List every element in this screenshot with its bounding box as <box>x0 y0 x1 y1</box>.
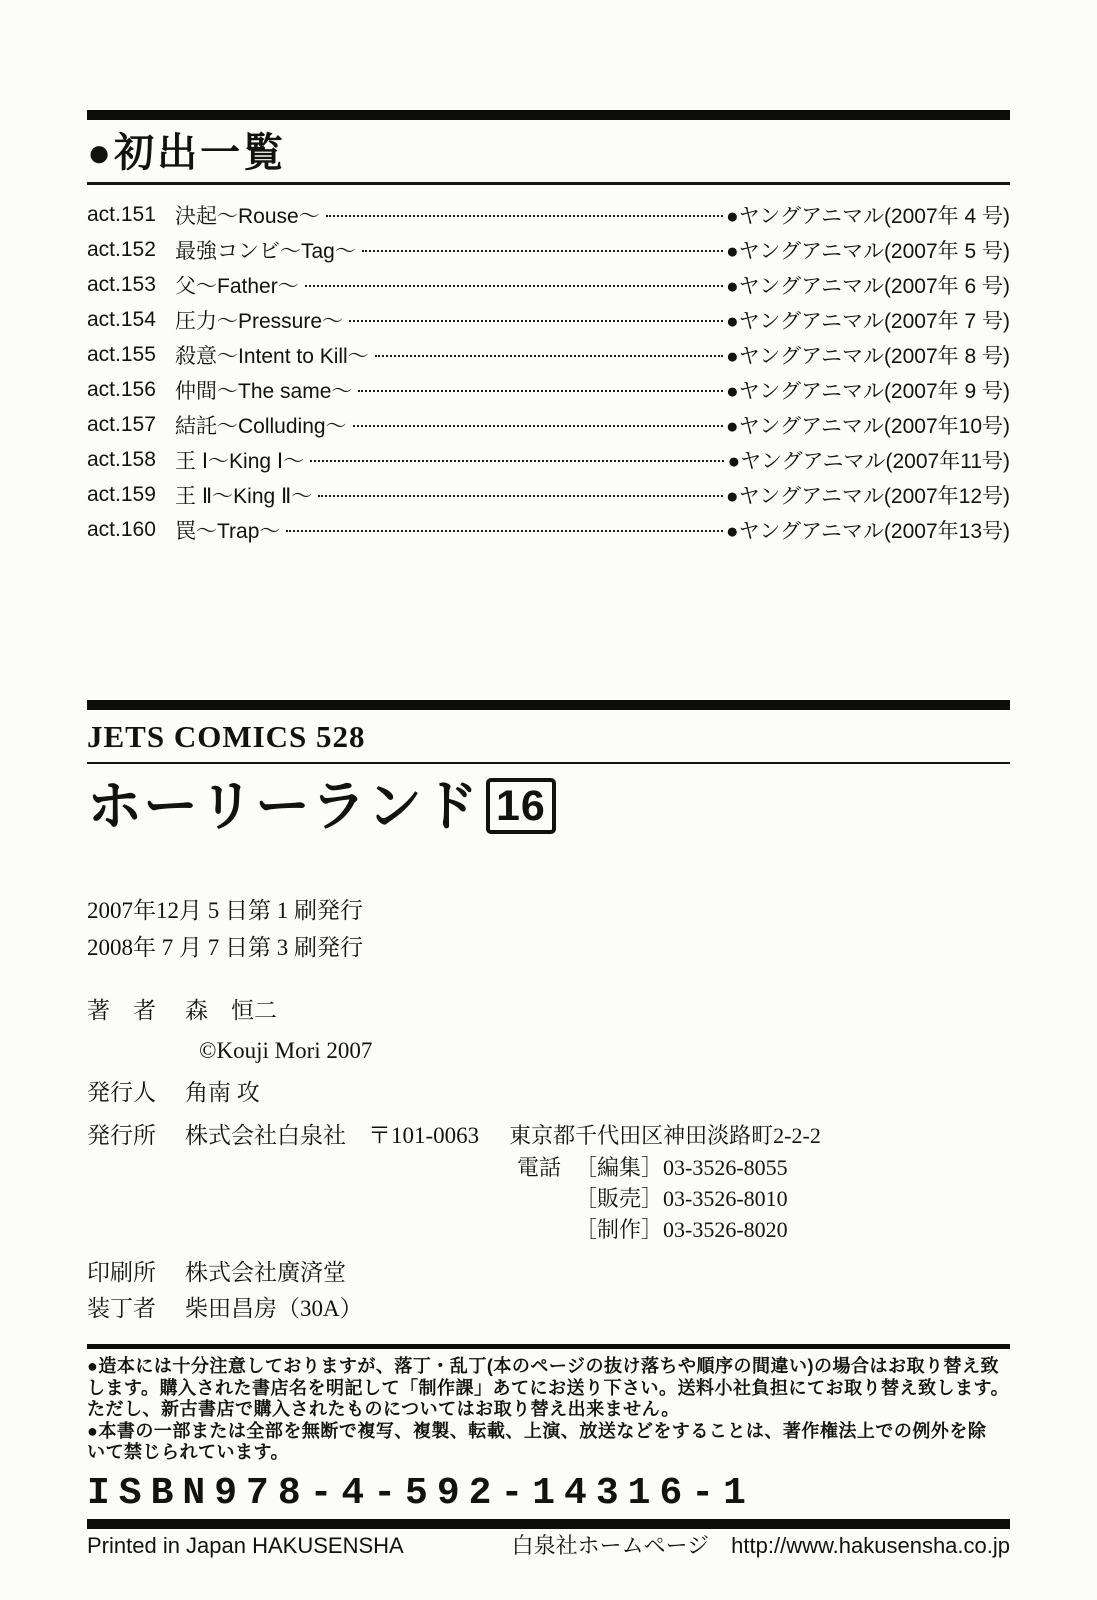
toc-row <box>87 302 1010 337</box>
series-divider-bar <box>87 700 1010 710</box>
series-label: JETS COMICS 528 <box>87 719 366 754</box>
publisher-row <box>87 1121 1010 1151</box>
copyright-text: ©Kouji Mori 2007 <box>199 1038 373 1063</box>
phone-row-sales <box>87 1184 1010 1213</box>
publisher-person-label: 発行人 <box>87 1080 156 1105</box>
author-label: 著 者 <box>87 998 156 1023</box>
printer-label: 印刷所 <box>87 1260 156 1285</box>
phone-row-editorial <box>87 1153 1010 1182</box>
dotted-leader <box>353 425 723 427</box>
first-publication-heading: ●初出一覧 <box>87 131 287 175</box>
magazine-issue: ●ヤングアニマル(2007年12号) <box>725 484 1010 508</box>
credits-block <box>87 996 1010 1324</box>
phone-dept: ［編集］ <box>575 1155 664 1180</box>
magazine-issue: ●ヤングアニマル(2007年 5 号) <box>725 239 1010 263</box>
toc-row <box>87 477 1010 512</box>
phone-row-production <box>87 1215 1010 1244</box>
phone-dept: ［販売］ <box>575 1186 664 1211</box>
top-divider-bar <box>87 110 1010 120</box>
page-footer <box>87 1533 1010 1559</box>
act-number: act.154 <box>87 307 156 331</box>
isbn-divider-bar <box>87 1519 1010 1529</box>
chapter-title: 決起～Rouse～ <box>175 204 320 228</box>
publisher-label: 発行所 <box>87 1123 156 1148</box>
book-title-text: ホーリーランド <box>87 775 480 837</box>
heading-rule <box>87 182 1010 185</box>
toc-row <box>87 337 1010 372</box>
act-number: act.160 <box>87 517 156 541</box>
notice-line: いて禁じられています。 <box>87 1442 290 1462</box>
magazine-issue: ●ヤングアニマル(2007年13号) <box>725 519 1010 543</box>
designer-row <box>87 1294 1010 1324</box>
chapter-title: 最強コンビ～Tag～ <box>175 239 356 263</box>
chapter-title: 圧力～Pressure～ <box>175 309 344 333</box>
dotted-leader <box>349 320 723 322</box>
author-row <box>87 996 1010 1026</box>
phone-label <box>517 1215 575 1244</box>
volume-badge: 16 <box>486 778 556 834</box>
notice-line: ●造本には十分注意しておりますが、落丁・乱丁(本のページの抜け落ちや順序の間違い)の場合はお取り替え致 <box>87 1356 999 1376</box>
act-number: act.157 <box>87 412 156 436</box>
toc-row <box>87 442 1010 477</box>
publisher-address: 東京都千代田区神田淡路町2-2-2 <box>509 1123 821 1148</box>
publisher-person-name: 角南 攻 <box>185 1080 260 1105</box>
phone-number: 03-3526-8055 <box>663 1155 788 1180</box>
toc-row <box>87 372 1010 407</box>
dotted-leader <box>358 390 723 392</box>
notice-line: します。購入された書店名を明記して「制作課」あてにお送り下さい。送料小社負担にてお取り替え致します。 <box>87 1377 1010 1398</box>
printed-in-japan-text: Printed in Japan HAKUSENSHA <box>87 1532 404 1558</box>
dotted-leader <box>375 355 723 357</box>
publisher-homepage <box>512 1533 1010 1559</box>
act-number: act.153 <box>87 272 156 296</box>
designer-name: 柴田昌房（30A） <box>185 1296 363 1321</box>
book-title <box>87 774 1010 838</box>
homepage-url: http://www.hakusensha.co.jp <box>731 1532 1010 1558</box>
magazine-issue: ●ヤングアニマル(2007年 6 号) <box>725 274 1010 298</box>
legal-notice <box>87 1356 1010 1464</box>
chapter-title: 結託～Colluding～ <box>175 414 347 438</box>
notice-line: ただし、新古書店で購入されたものについてはお取り替え出来ません。 <box>87 1399 680 1419</box>
chapter-title: 仲間～The same～ <box>175 379 353 403</box>
homepage-label: 白泉社ホームページ <box>511 1532 710 1558</box>
publisher-name: 株式会社白泉社 <box>185 1123 346 1148</box>
publisher-person-row <box>87 1078 1010 1108</box>
author-name: 森 恒二 <box>185 998 277 1023</box>
act-number: act.151 <box>87 202 156 226</box>
phone-dept: ［制作］ <box>575 1217 664 1242</box>
toc-row <box>87 232 1010 267</box>
phone-number: 03-3526-8010 <box>663 1186 788 1211</box>
chapter-title: 王 Ⅱ～King Ⅱ～ <box>175 484 313 508</box>
toc-row <box>87 267 1010 302</box>
series-rule <box>87 762 1010 764</box>
toc-row <box>87 197 1010 232</box>
magazine-issue: ●ヤングアニマル(2007年 7 号) <box>725 309 1010 333</box>
postal-code: 〒101-0063 <box>368 1123 480 1148</box>
act-number: act.152 <box>87 237 156 261</box>
chapter-title: 父～Father～ <box>175 274 299 298</box>
copyright-row <box>87 1036 1010 1066</box>
printer-row <box>87 1258 1010 1288</box>
magazine-issue: ●ヤングアニマル(2007年 9 号) <box>725 379 1010 403</box>
toc-row <box>87 512 1010 547</box>
printer-name: 株式会社廣済堂 <box>185 1260 346 1285</box>
act-number: act.156 <box>87 377 156 401</box>
dotted-leader <box>305 285 723 287</box>
dotted-leader <box>286 530 723 532</box>
magazine-issue: ●ヤングアニマル(2007年 4 号) <box>725 204 1010 228</box>
notice-top-rule <box>87 1344 1010 1349</box>
chapter-title: 王 Ⅰ～King Ⅰ～ <box>175 449 305 473</box>
phone-label <box>517 1184 575 1213</box>
dotted-leader <box>310 460 724 462</box>
toc-row <box>87 407 1010 442</box>
first-printing-date: 2007年12月 5 日第 1 刷発行 <box>87 898 363 923</box>
magazine-issue: ●ヤングアニマル(2007年11号) <box>727 449 1010 473</box>
third-printing-date: 2008年 7 月 7 日第 3 刷発行 <box>87 935 363 960</box>
first-publication-list <box>87 197 1010 547</box>
act-number: act.155 <box>87 342 156 366</box>
notice-line: ●本書の一部または全部を無断で複写、複製、転載、上演、放送などをすることは、著作権法上での例外を除 <box>87 1420 987 1441</box>
dotted-leader <box>326 215 723 217</box>
isbn-number: ISBN978-4-592-14316-1 <box>87 1471 755 1515</box>
phone-number: 03-3526-8020 <box>663 1217 788 1242</box>
chapter-title: 罠～Trap～ <box>175 519 281 543</box>
dotted-leader <box>362 250 723 252</box>
chapter-title: 殺意～Intent to Kill～ <box>175 344 369 368</box>
designer-label: 装丁者 <box>87 1296 156 1321</box>
magazine-issue: ●ヤングアニマル(2007年10号) <box>725 414 1010 438</box>
act-number: act.159 <box>87 482 156 506</box>
printing-dates <box>87 892 1010 966</box>
dotted-leader <box>318 495 723 497</box>
act-number: act.158 <box>87 447 156 471</box>
phone-label: 電話 <box>517 1155 562 1180</box>
magazine-issue: ●ヤングアニマル(2007年 8 号) <box>725 344 1010 368</box>
